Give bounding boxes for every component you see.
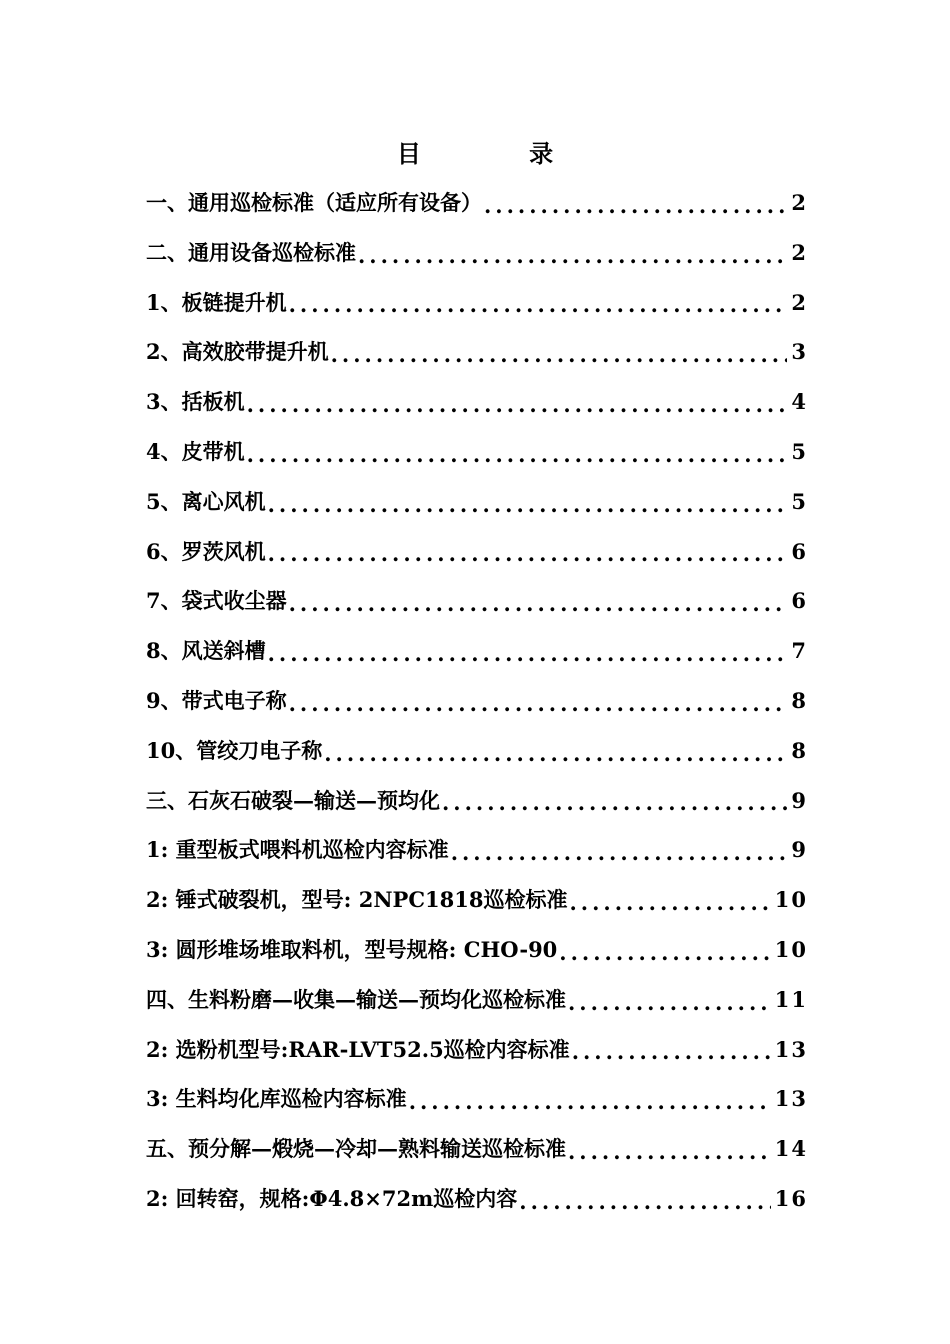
toc-entry[interactable] xyxy=(146,377,808,427)
toc-entry-page: 5 xyxy=(791,438,808,464)
toc-entry-page: 10 xyxy=(774,887,808,913)
toc-dot-leader xyxy=(247,433,788,477)
toc-dot-leader xyxy=(451,831,788,875)
toc-entry[interactable] xyxy=(146,228,808,278)
toc-entry[interactable] xyxy=(146,477,808,527)
toc-dot-leader xyxy=(289,582,788,626)
toc-entry[interactable] xyxy=(146,1025,808,1075)
toc-entry[interactable] xyxy=(146,875,808,925)
toc-entry[interactable] xyxy=(146,776,808,826)
toc-entry-page: 8 xyxy=(791,687,808,713)
toc-entry-label: 3: 生料均化库巡检内容标准 xyxy=(146,1086,407,1112)
toc-entry[interactable] xyxy=(146,576,808,626)
toc-entry[interactable] xyxy=(146,925,808,975)
toc-dot-leader xyxy=(247,383,788,427)
toc-entry-label: 4、皮带机 xyxy=(146,438,245,464)
toc-entry[interactable] xyxy=(146,975,808,1025)
toc-entry-page: 13 xyxy=(774,1036,808,1062)
toc-entry-label: 7、袋式收尘器 xyxy=(146,588,287,614)
toc-entry[interactable] xyxy=(146,178,808,228)
toc-dot-leader xyxy=(324,732,787,776)
toc-list xyxy=(146,178,808,1224)
toc-entry-page: 16 xyxy=(774,1185,808,1211)
toc-entry-label: 2、高效胶带提升机 xyxy=(146,339,329,365)
toc-dot-leader xyxy=(568,981,771,1025)
toc-entry-label: 6、罗茨风机 xyxy=(146,538,266,564)
toc-entry-page: 5 xyxy=(791,488,808,514)
toc-entry-page: 2 xyxy=(791,239,808,265)
toc-entry-label: 2: 选粉机型号:RAR-LVT52.5巡检内容标准 xyxy=(146,1036,570,1062)
toc-entry-label: 3: 圆形堆场堆取料机，型号规格: CHO-90 xyxy=(146,936,558,962)
toc-dot-leader xyxy=(331,333,788,377)
toc-entry-page: 7 xyxy=(791,638,808,664)
toc-entry[interactable] xyxy=(146,825,808,875)
toc-entry-label: 五、预分解—煅烧—冷却—熟料输送巡检标准 xyxy=(146,1136,566,1162)
toc-entry-page: 10 xyxy=(774,936,808,962)
toc-entry-page: 11 xyxy=(774,986,808,1012)
toc-dot-leader xyxy=(442,781,787,825)
toc-entry[interactable] xyxy=(146,1174,808,1224)
toc-entry[interactable] xyxy=(146,626,808,676)
toc-dot-leader xyxy=(289,682,788,726)
toc-title: 目 录 xyxy=(396,139,604,168)
toc-dot-leader xyxy=(484,184,787,228)
toc-entry-label: 一、通用巡检标准（适应所有设备） xyxy=(146,190,482,215)
toc-entry-page: 13 xyxy=(774,1086,808,1112)
toc-dot-leader xyxy=(409,1080,771,1124)
toc-dot-leader xyxy=(268,532,788,576)
toc-dot-leader xyxy=(568,1130,771,1174)
toc-entry-page: 8 xyxy=(791,737,808,763)
toc-dot-leader xyxy=(519,1180,770,1224)
toc-entry-label: 10、管绞刀电子称 xyxy=(146,737,323,763)
toc-entry-label: 3、括板机 xyxy=(146,389,245,415)
toc-entry-page: 6 xyxy=(791,538,808,564)
toc-entry-label: 2: 回转窑，规格:Φ4.8×72m巡检内容 xyxy=(146,1185,518,1211)
toc-entry[interactable] xyxy=(146,278,808,328)
toc-dot-leader xyxy=(559,931,770,975)
toc-entry-page: 4 xyxy=(791,389,808,415)
toc-dot-leader xyxy=(268,632,788,676)
toc-entry-label: 三、石灰石破裂—输送—预均化 xyxy=(146,787,440,813)
toc-dot-leader xyxy=(572,1030,771,1074)
toc-entry-label: 5、离心风机 xyxy=(146,488,266,514)
toc-entry[interactable] xyxy=(146,1074,808,1124)
toc-entry[interactable] xyxy=(146,427,808,477)
toc-entry-label: 1: 重型板式喂料机巡检内容标准 xyxy=(146,837,449,863)
toc-entry-label: 四、生料粉磨—收集—输送—预均化巡检标准 xyxy=(146,986,566,1012)
toc-entry-label: 2: 锤式破裂机，型号: 2NPC1818巡检标准 xyxy=(146,887,568,913)
toc-entry-label: 8、风送斜槽 xyxy=(146,638,266,664)
toc-entry-page: 2 xyxy=(791,289,808,315)
toc-dot-leader xyxy=(358,234,787,278)
toc-dot-leader xyxy=(289,283,788,327)
toc-entry-page: 9 xyxy=(791,787,808,813)
toc-entry-page: 2 xyxy=(791,190,808,215)
toc-entry[interactable] xyxy=(146,327,808,377)
toc-entry[interactable] xyxy=(146,726,808,776)
toc-dot-leader xyxy=(268,483,788,527)
toc-entry[interactable] xyxy=(146,527,808,577)
toc-entry-label: 二、通用设备巡检标准 xyxy=(146,239,356,265)
toc-entry-label: 9、带式电子称 xyxy=(146,687,287,713)
toc-entry-page: 9 xyxy=(791,837,808,863)
toc-dot-leader xyxy=(570,881,771,925)
toc-entry[interactable] xyxy=(146,1124,808,1174)
toc-entry-page: 6 xyxy=(791,588,808,614)
toc-entry-page: 3 xyxy=(791,339,808,365)
toc-entry-label: 1、板链提升机 xyxy=(146,289,287,315)
toc-entry-page: 14 xyxy=(774,1136,808,1162)
toc-entry[interactable] xyxy=(146,676,808,726)
